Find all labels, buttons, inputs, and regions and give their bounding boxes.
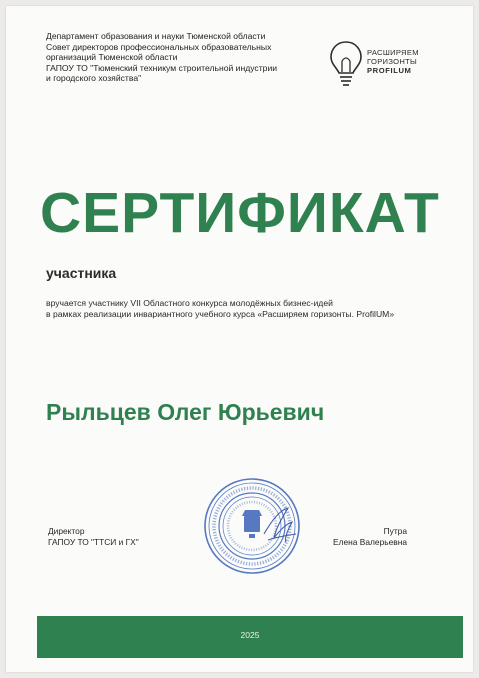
issuing-organizations (46, 31, 306, 84)
certificate-sheet (6, 6, 473, 672)
org-line: Департамент образования и науки Тюменской области (46, 31, 266, 41)
description-line: в рамках реализации инвариантного учебного курса «Расширяем горизонты. ProfilUM» (46, 309, 395, 319)
org-line: и городского хозяйства" (46, 73, 142, 84)
certificate-subtitle: участника (46, 265, 117, 281)
official-seal (202, 476, 302, 581)
lightbulb-icon (328, 39, 364, 87)
certificate-title: СЕРТИФИКАТ (40, 181, 440, 245)
certificate-year: 2025 (240, 630, 260, 640)
director-signature-block (48, 526, 139, 547)
signatory-name: Елена Валерьевна (333, 536, 407, 547)
award-description (46, 298, 466, 320)
signatory-name-block (333, 526, 407, 547)
logo-text-line: ГОРИЗОНТЫ (367, 56, 418, 66)
footer-band (37, 616, 463, 658)
recipient-name: Рыльцев Олег Юрьевич (46, 399, 325, 425)
director-title: Директор (48, 526, 85, 536)
org-line: Совет директоров профессиональных образовательных (46, 41, 272, 52)
description-line: вручается участнику VII Областного конкурса молодёжных бизнес-идей (46, 298, 333, 308)
signatory-surname: Путра (383, 526, 407, 536)
org-line: ГАПОУ ТО "Тюменский техникум строительной индустрии (46, 62, 278, 73)
logo-brand: PROFILUM (367, 65, 412, 75)
signature-stroke (264, 508, 296, 542)
director-org: ГАПОУ ТО "ТТСИ и ГХ" (48, 536, 139, 547)
profilum-logo (328, 39, 468, 89)
logo-text-line: РАСШИРЯЕМ (367, 48, 419, 57)
org-line: организаций Тюменской области (46, 52, 178, 63)
